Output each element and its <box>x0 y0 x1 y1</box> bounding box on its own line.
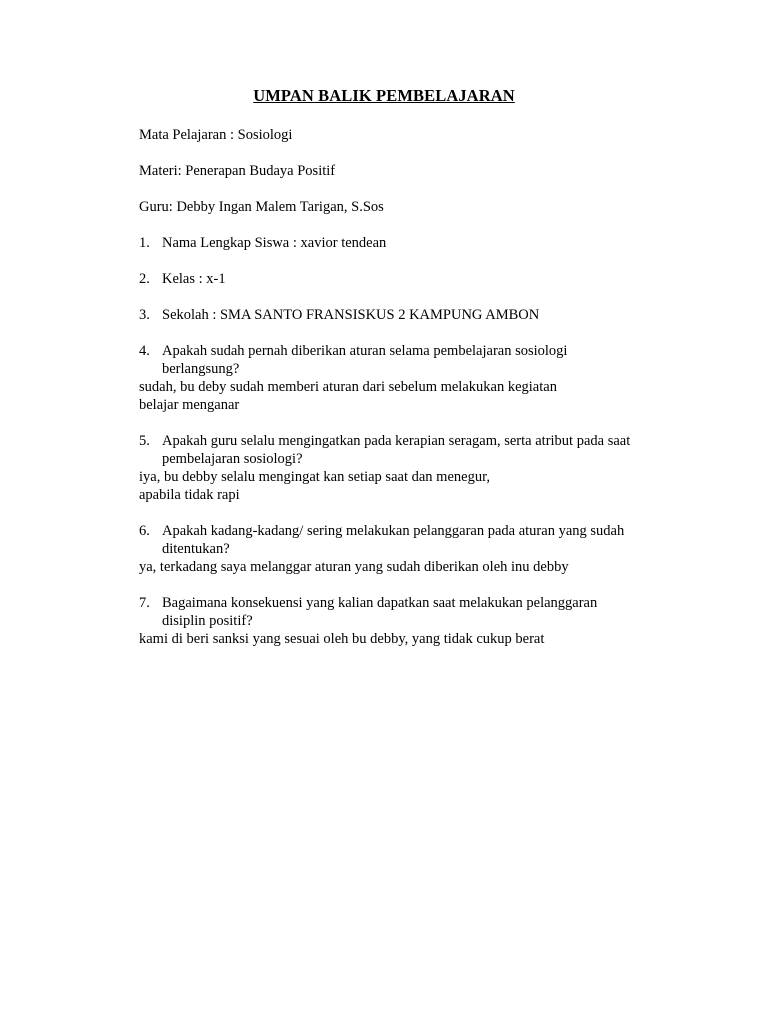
answer-7-line-1: kami di beri sanksi yang sesuai oleh bu debby, yang tidak cukup berat <box>139 631 545 647</box>
question-text: Apakah guru selalu mengingatkan pada kerapian seragam, serta atribut pada saat <box>162 433 631 449</box>
list-item-1 <box>139 234 386 252</box>
item-text: Kelas : x-1 <box>162 271 226 287</box>
answer-4-line-2: belajar menganar <box>139 397 240 413</box>
question-6 <box>139 522 624 540</box>
answer-6-line-1: ya, terkadang saya melanggar aturan yang sudah diberikan oleh inu debby <box>139 559 569 575</box>
item-number: 2. <box>139 271 150 287</box>
material-line: Materi: Penerapan Budaya Positif <box>139 163 336 179</box>
question-text: Apakah kadang-kadang/ sering melakukan pelanggaran pada aturan yang sudah <box>162 523 625 539</box>
question-4-continued: berlangsung? <box>162 361 240 377</box>
question-7-continued: disiplin positif? <box>162 613 253 629</box>
question-5 <box>139 432 630 450</box>
item-number: 7. <box>139 595 150 611</box>
question-7 <box>139 594 597 612</box>
question-4 <box>139 342 567 360</box>
answer-5-line-2: apabila tidak rapi <box>139 487 240 503</box>
question-6-continued: ditentukan? <box>162 541 230 557</box>
teacher-line: Guru: Debby Ingan Malem Tarigan, S.Sos <box>139 199 384 215</box>
item-text: Sekolah : SMA SANTO FRANSISKUS 2 KAMPUNG AMBON <box>162 307 540 323</box>
item-number: 5. <box>139 433 150 449</box>
item-number: 4. <box>139 343 150 359</box>
item-number: 1. <box>139 235 150 251</box>
answer-4-line-1: sudah, bu deby sudah memberi aturan dari sebelum melakukan kegiatan <box>139 379 557 395</box>
question-text: Bagaimana konsekuensi yang kalian dapatkan saat melakukan pelanggaran <box>162 595 598 611</box>
question-5-continued: pembelajaran sosiologi? <box>162 451 303 467</box>
list-item-3 <box>139 306 539 324</box>
item-number: 3. <box>139 307 150 323</box>
question-text: Apakah sudah pernah diberikan aturan selama pembelajaran sosiologi <box>162 343 568 359</box>
list-item-2 <box>139 270 226 288</box>
answer-5-line-1: iya, bu debby selalu mengingat kan setiap saat dan menegur, <box>139 469 490 485</box>
subject-line: Mata Pelajaran : Sosiologi <box>139 127 293 143</box>
item-number: 6. <box>139 523 150 539</box>
document-title: UMPAN BALIK PEMBELAJARAN <box>253 86 515 105</box>
item-text: Nama Lengkap Siswa : xavior tendean <box>162 235 387 251</box>
